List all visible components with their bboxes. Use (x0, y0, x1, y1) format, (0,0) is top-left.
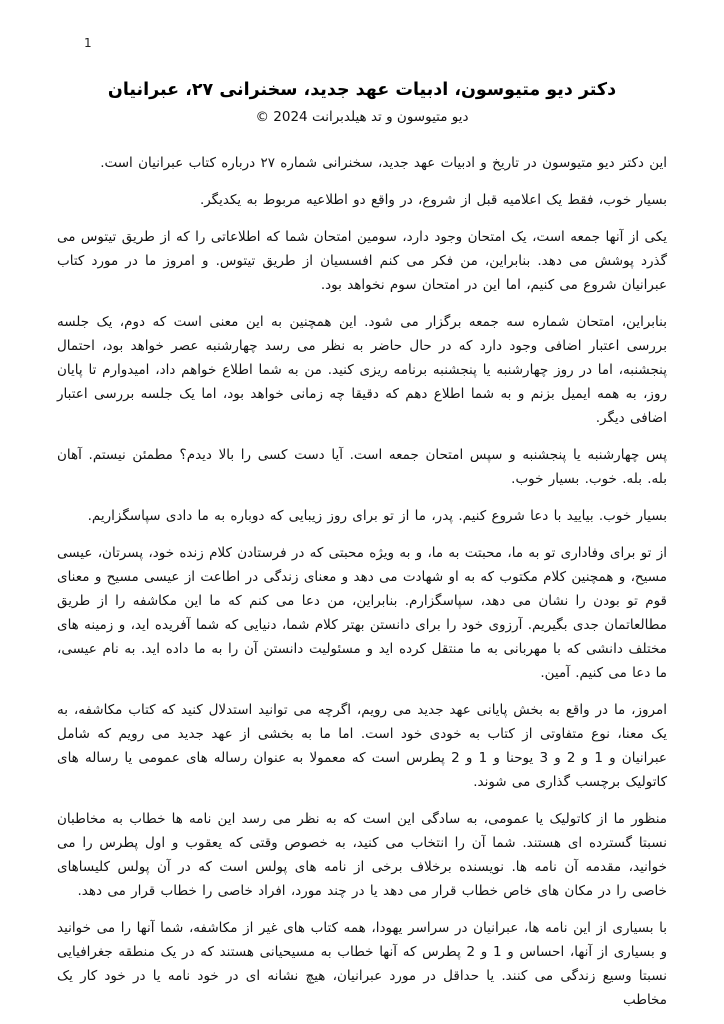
paragraph-catholic: منظور ما از کاتولیک یا عمومی، به سادگی این است که به نظر می رسد این نامه ها خطاب به مخاطبان نسبتا گسترده ای هستند. شما آن را انتخاب می کنید، به خصوص وقتی که یعقوب و اول پطرس را می خوانید، مقدمه آن نامه ها. نویسنده برخلاف برخی از نامه های پولس است که در آن پولس کلیساهای خاصی را در مکان های خاص خطاب قرار می دهد یا در چند مورد، افراد خاصی را خطاب قرار می دهد. (57, 810, 667, 899)
page-number: 1 (84, 36, 92, 50)
paragraph-announce: بسیار خوب، فقط یک اعلامیه قبل از شروع، در واقع دو اطلاعیه مربوط به یکدیگر. (199, 191, 667, 208)
copyright-line: © 2024 دیو متیوسون و تد هیلدبرانت (255, 108, 469, 125)
paragraph-epistles: امروز، ما در واقع به بخش پایانی عهد جدید می رویم، اگرچه می توانید استدلال کنید که کتاب مکاشفه، به یک معنا، نوع متفاوتی از کتاب به خودی خود است. اما ما به بخشی از عهد جدید می رویم که شامل عبرانیان و 1 و 2 و 3 یوحنا و 1 و 2 پطرس است که معمولا به عنوان رساله های عمومی یا رساله های کاتولیک برچسب گذاری می شوند. (57, 701, 667, 790)
paragraph-review: بنابراین، امتحان شماره سه جمعه برگزار می شود. این همچنین به این معنی است که دوم، یک جلسه بررسی اعتبار اضافی وجود دارد که در حال حاضر به نظر می رسد چهارشنبه عصر خواهد بود، احتمال پنجشنبه، اما در روز چهارشنبه یا پنجشنبه برنامه ریزی کنید. من به شما اطلاع خواهم داد، امیدوارم تا پایان روز، به همه ایمیل بزنم و به شما اطلاع دهم که دقیقا چه زمانی خواهد بود، اما یک جلسه بررسی اعتبار اضافی دیگر. (57, 313, 667, 426)
paragraph-prayer-2: از تو برای وفاداری تو به ما، محبتت به ما، و به ویژه محبتی که در فرستادن کلام زنده خود، پسرتان، عیسی مسیح، و همچنین کلام مکتوب که به او شهادت می دهد و معنای زندگی در اطاعت از عیسی مسیح و معنای قوم تو بودن را نشان می دهد، سپاسگزارم. بنابراین، من دعا می کنم که ما این مکاشفه را از طریق مطالعاتمان جدی بگیریم. آرزوی خود را برای دانستن بهتر کلام شما، دنیایی که شما آفریده اید، و زمینه های مختلف دانشی که با مهربانی به ما منتقل کرده اید و مسئولیت دانستن آن را به ما داده اید. به نام عیسی، ما دعا می کنیم. آمین. (56, 544, 667, 681)
paragraph-prayer-1: بسیار خوب. بیایید با دعا شروع کنیم. پدر، ما از تو برای روز زیبایی که دوباره به ما دادی سپاسگزاریم. (87, 507, 667, 524)
document-title: دکتر دیو متیوسون، ادبیات عهد جدید، سخنرانی ۲۷، عبرانیان (107, 80, 617, 100)
paragraph-intro: این دکتر دیو متیوسون در تاریخ و ادبیات عهد جدید، سخنرانی شماره ۲۷ درباره کتاب عبرانیان است. (100, 154, 667, 171)
document-body (57, 151, 667, 1012)
paragraph-schedule: پس چهارشنبه یا پنجشنبه و سپس امتحان جمعه است. آیا دست کسی را بالا دیدم؟ مطمئن نیستم. آهان بله. بله. خوب. بسیار خوب. (57, 446, 667, 487)
paragraph-audience: با بسیاری از این نامه ها، عبرانیان در سراسر یهودا، همه کتاب های غیر از مکاشفه، شما آنها را می خوانید و بسیاری از آنها، احساس و 1 و 2 پطرس که آنها خطاب به مسیحیانی هستند که در یک منطقه جغرافیایی نسبتا وسیع زندگی می کنند. یا حداقل در مورد عبرانیان، هیچ نشانه ای در خود نامه یا در خود کار یک مخاطب (57, 919, 667, 1008)
paragraph-exam: یکی از آنها جمعه است، یک امتحان وجود دارد، سومین امتحان شما که اطلاعاتی را که از طریق تیتوس می گذرد پوشش می دهد. بنابراین، من فکر می کنم افسسیان از طریق تیتوس. و امروز ما در مورد کتاب عبرانیان شروع می کنیم، اما این در امتحان سوم نخواهد بود. (57, 228, 667, 293)
